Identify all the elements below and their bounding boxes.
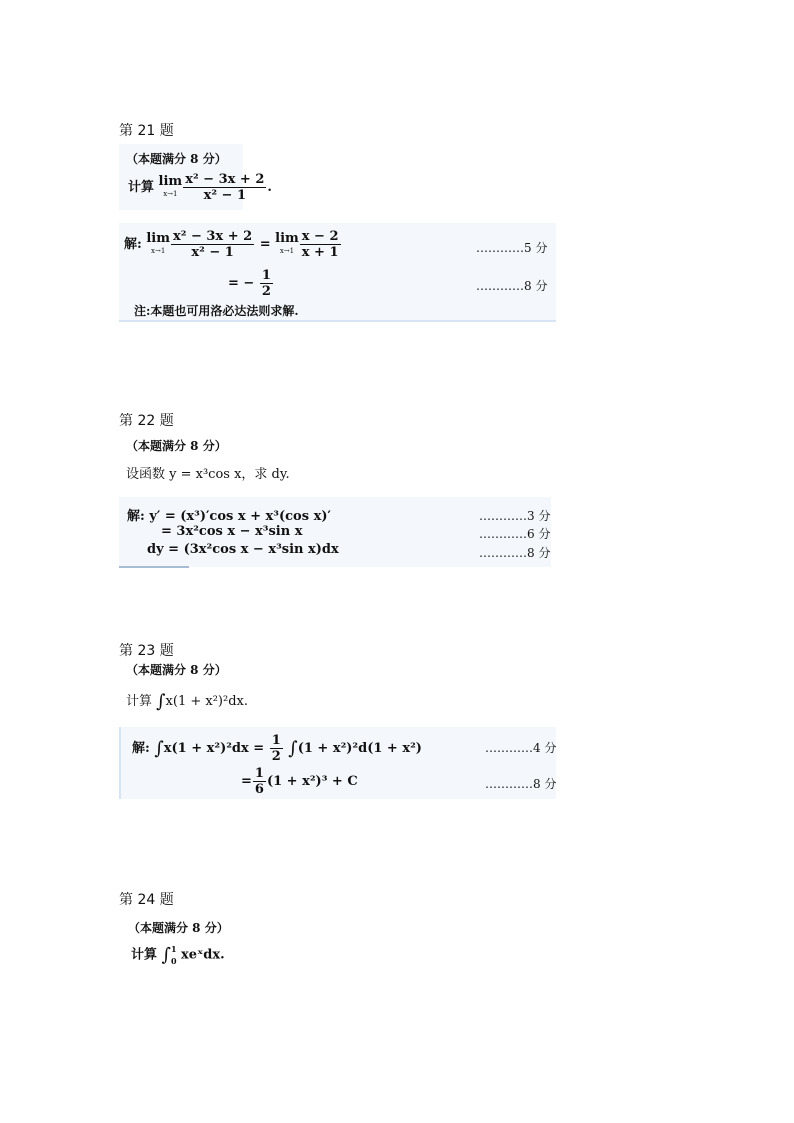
q22-panel-edge [119, 566, 189, 568]
q21-step2: = − $\frac{1}{2}$ [228, 268, 271, 299]
q24-title: 第 24 题 [119, 892, 174, 908]
q21-panel-edge [119, 320, 556, 322]
q21-score-2: …………8 分 [476, 279, 548, 293]
q21-prompt-label: 计算 [128, 180, 155, 195]
q21-score-1: …………5 分 [476, 241, 548, 255]
q24-points: （本题满分 8 分） [128, 921, 229, 935]
q23-line-2: = $\frac{1}{6}$ (1 + x²)³ + C [241, 766, 358, 797]
q23-points: （本题满分 8 分） [126, 663, 227, 677]
q22-line-2: = 3x²cos x − x³sin x [161, 524, 303, 539]
q23-panel-edge [119, 727, 121, 799]
q22-line-1: 解: y′ = (x³)′cos x + x³(cos x)′ [127, 509, 331, 524]
q22-score-3: …………8 分 [479, 546, 551, 560]
q21-lim: lim x→1 [158, 173, 183, 198]
q22-line-3: dy = (3x²cos x − x³sin x)dx [147, 542, 339, 557]
q23-score-1: …………4 分 [485, 741, 557, 755]
q23-prompt: 计算 ∫x(1 + x²)²dx. [126, 691, 248, 712]
q21-note: 注:本题也可用洛必达法则求解. [134, 304, 299, 318]
q23-title: 第 23 题 [119, 643, 174, 659]
q21-title: 第 21 题 [119, 123, 174, 139]
q22-score-1: …………3 分 [479, 509, 551, 523]
q21-prompt: 计算 lim x→1 $\frac{\text{x² − 3x + 2}}{\text{x² − 1}}$ . [128, 172, 272, 203]
q23-line-1: 解: ∫x(1 + x²)²dx = $\frac{1}{2}$ ∫(1 + x²)²d(1 + x²) [132, 733, 422, 764]
q23-score-2: …………8 分 [485, 777, 557, 791]
q21-fraction: $\frac{\text{x² − 3x + 2}}{\text{x² − 1}}$ [185, 172, 265, 203]
q21-points: （本题满分 8 分） [126, 152, 227, 166]
q24-prompt: 计算 ∫ 1 0 xeˣdx. [131, 944, 225, 966]
q22-points: （本题满分 8 分） [126, 439, 227, 453]
q21-step1: 解: lim x→1 $\frac{\text{x² − 3x + 2}}{\text{x² − 1}}$ = lim x→1 $\frac{x - 2}{x + 1}$ [124, 229, 339, 260]
q22-score-2: …………6 分 [479, 527, 551, 541]
q22-title: 第 22 题 [119, 413, 174, 429]
q22-prompt: 设函数 y = x³cos x，求 dy. [126, 467, 290, 482]
